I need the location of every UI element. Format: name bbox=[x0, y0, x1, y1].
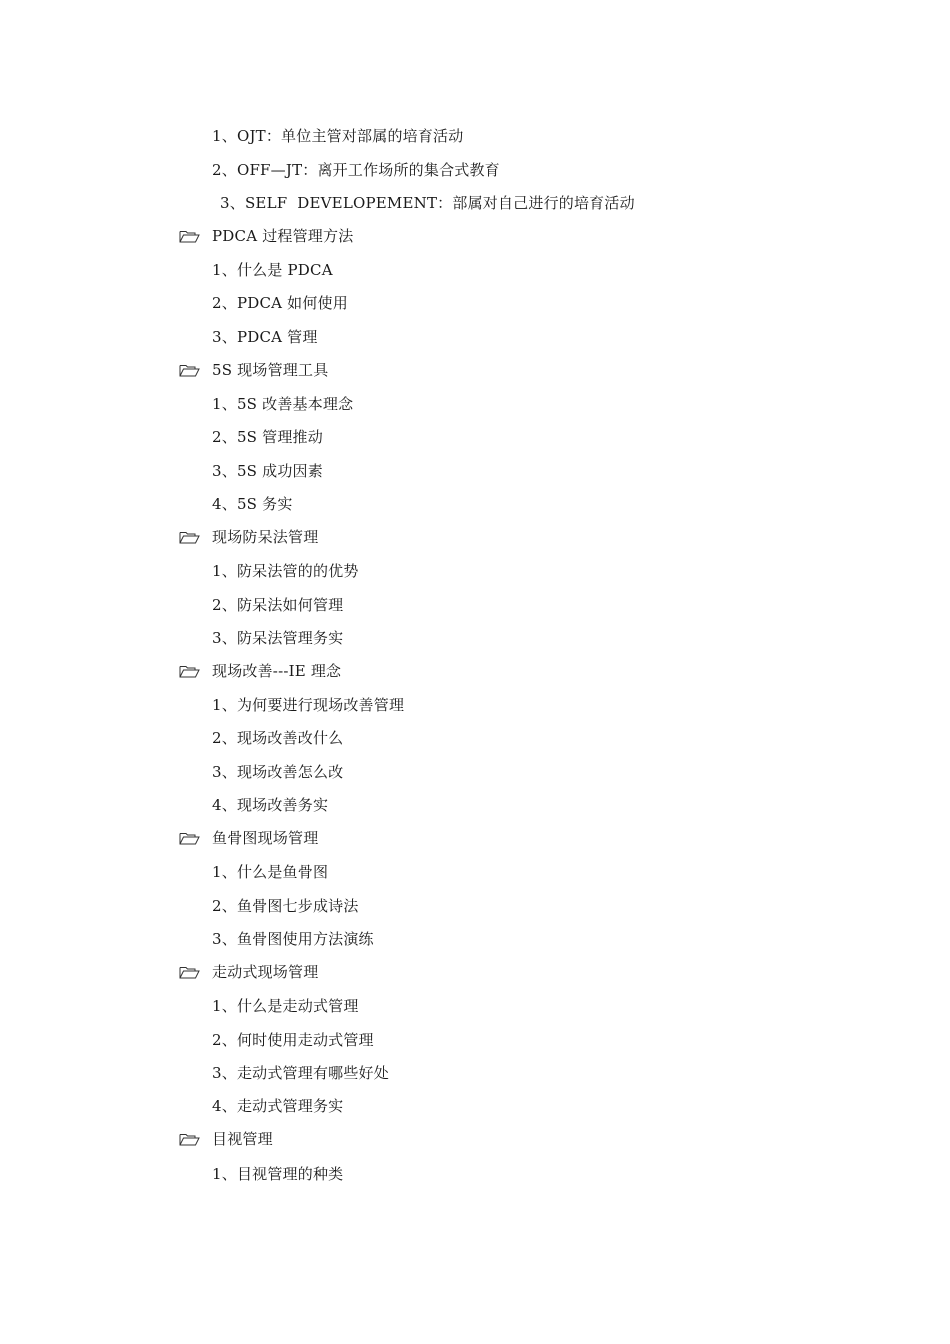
folder-icon bbox=[179, 965, 200, 979]
list-item: 1、为何要进行现场改善管理 bbox=[212, 696, 405, 714]
list-item: 1、什么是走动式管理 bbox=[212, 997, 359, 1015]
list-item: 3、防呆法管理务实 bbox=[212, 629, 344, 647]
list-item: 1、什么是鱼骨图 bbox=[212, 863, 329, 881]
intro-item: 2、OFF—JT：离开工作场所的集合式教育 bbox=[212, 161, 500, 179]
list-item: 3、走动式管理有哪些好处 bbox=[212, 1064, 389, 1082]
list-item: 3、鱼骨图使用方法演练 bbox=[212, 930, 374, 948]
folder-icon bbox=[179, 664, 200, 678]
list-item: 4、5S 务实 bbox=[212, 495, 293, 513]
section-heading: 现场防呆法管理 bbox=[212, 528, 319, 546]
list-item: 2、5S 管理推动 bbox=[212, 428, 323, 446]
section-heading: 5S 现场管理工具 bbox=[212, 361, 329, 379]
folder-icon bbox=[179, 363, 200, 377]
list-item: 2、PDCA 如何使用 bbox=[212, 294, 348, 312]
list-item: 3、现场改善怎么改 bbox=[212, 763, 344, 781]
list-item: 4、现场改善务实 bbox=[212, 796, 329, 814]
list-item: 1、防呆法管的的优势 bbox=[212, 562, 359, 580]
section-heading: 鱼骨图现场管理 bbox=[212, 829, 319, 847]
folder-icon bbox=[179, 530, 200, 544]
folder-icon bbox=[179, 831, 200, 845]
intro-item: 3、SELF DEVELOPEMENT：部属对自己进行的培育活动 bbox=[220, 194, 635, 212]
list-item: 3、5S 成功因素 bbox=[212, 462, 323, 480]
list-item: 1、什么是 PDCA bbox=[212, 261, 333, 279]
folder-icon bbox=[179, 229, 200, 243]
list-item: 3、PDCA 管理 bbox=[212, 328, 318, 346]
section-heading: 现场改善---IE 理念 bbox=[212, 662, 342, 680]
list-item: 4、走动式管理务实 bbox=[212, 1097, 344, 1115]
list-item: 1、5S 改善基本理念 bbox=[212, 395, 354, 413]
list-item: 2、防呆法如何管理 bbox=[212, 596, 344, 614]
section-heading: 目视管理 bbox=[212, 1130, 273, 1148]
list-item: 2、何时使用走动式管理 bbox=[212, 1031, 374, 1049]
section-heading: 走动式现场管理 bbox=[212, 963, 319, 981]
list-item: 2、鱼骨图七步成诗法 bbox=[212, 897, 359, 915]
section-heading: PDCA 过程管理方法 bbox=[212, 227, 354, 245]
intro-item: 1、OJT：单位主管对部属的培育活动 bbox=[212, 127, 464, 145]
list-item: 1、目视管理的种类 bbox=[212, 1165, 344, 1183]
folder-icon bbox=[179, 1132, 200, 1146]
list-item: 2、现场改善改什么 bbox=[212, 729, 344, 747]
